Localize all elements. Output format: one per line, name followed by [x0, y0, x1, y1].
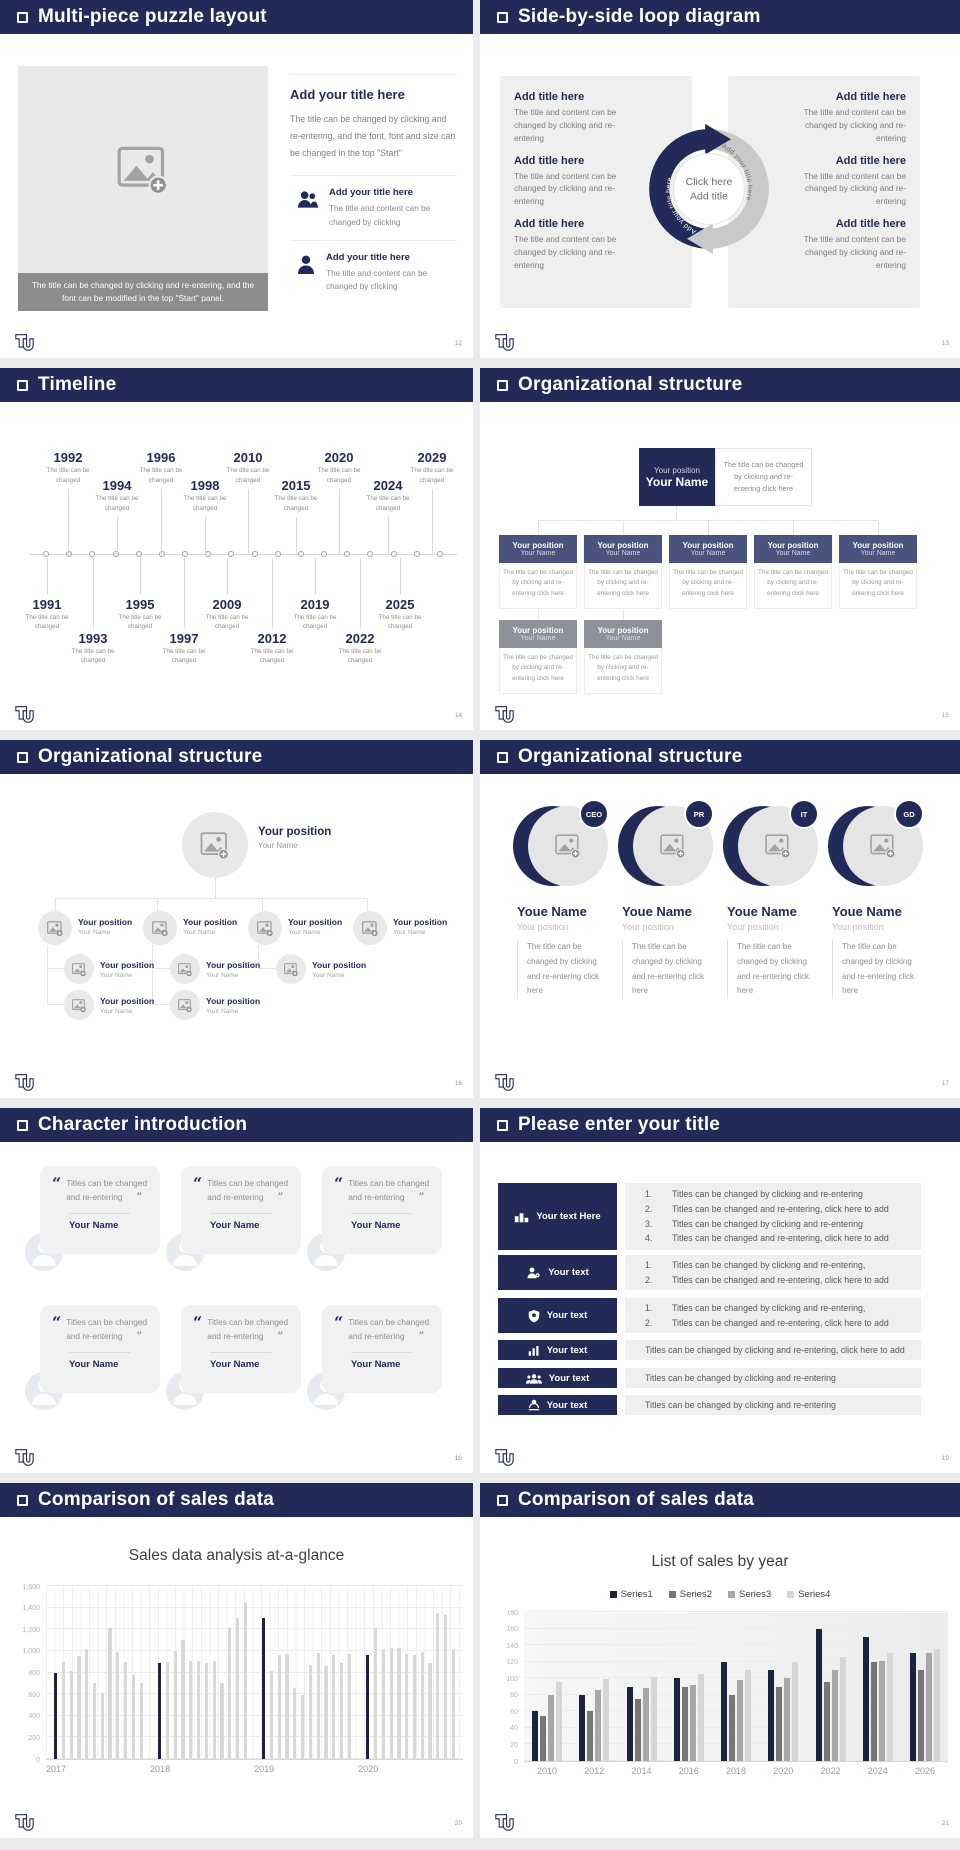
- right-column: [290, 74, 457, 304]
- org-node: [499, 535, 577, 609]
- list-text: Titles can be changed by clicking and re-entering: [672, 1188, 863, 1199]
- image-caption: The title can be changed by clicking and re-entering, and the font can be modified in the top "Start" panel.: [18, 273, 268, 311]
- slide-title: Comparison of sales data: [518, 1489, 755, 1510]
- content-row: Your text Here 1. Titles can be changed by clicking and re-entering 2. Titles can be changed and re-entering, click here to add 3. Titles can be changed by clicking and re-entering 4. Titles can be changed and re-entering, click here to add: [498, 1183, 921, 1250]
- square-bullet-icon: [17, 1495, 28, 1506]
- legend-item: Series2: [669, 1589, 712, 1600]
- list-text: Titles can be changed and re-entering, click here to add: [672, 1203, 889, 1214]
- role-badge: IT: [789, 799, 819, 829]
- node-note: The title can be changed by clicking and re-entering click here: [754, 563, 832, 609]
- page-number: 17: [941, 1080, 949, 1087]
- image-placeholder-icon: [362, 921, 378, 936]
- quote-author: Your Name: [351, 1220, 401, 1232]
- person-name: Youe Name: [727, 904, 797, 919]
- template-logo-icon: [15, 1812, 34, 1833]
- node-name: Your Name: [860, 550, 896, 557]
- panel-block: [514, 155, 640, 209]
- org-child: [38, 911, 143, 945]
- child-position: Your position: [288, 917, 343, 927]
- org-subnode: [170, 990, 276, 1020]
- item-body: The title and content can be changed by clicking: [326, 268, 428, 291]
- list-text: Titles can be changed and re-entering, click here to add: [672, 1233, 889, 1244]
- subnode-position: Your position: [312, 959, 367, 970]
- section-body: The title can be changed by clicking and re-entering, and the font, font and size can be changed in the top "Start": [290, 114, 456, 159]
- block-title: Add title here: [514, 154, 585, 167]
- root-note: The title can be changed by clicking and re-entering click here: [715, 448, 812, 506]
- child-name: Your Name: [393, 929, 426, 936]
- image-placeholder-icon: [555, 834, 581, 858]
- node-note: The title can be changed by clicking and re-entering click here: [839, 563, 917, 609]
- template-logo-icon: [495, 704, 514, 725]
- square-bullet-icon: [497, 1120, 508, 1131]
- timeline-item: 1994 The title can be changed: [89, 478, 145, 554]
- avatar-crescent: [723, 802, 819, 890]
- slide-header: [480, 1483, 960, 1517]
- quote-card: [40, 1166, 160, 1254]
- node-note: The title can be changed by clicking and re-entering click here: [499, 563, 577, 609]
- node-name: Your Name: [690, 550, 726, 557]
- block-title: Add title here: [835, 154, 906, 167]
- list-text: Titles can be changed and re-entering, click here to add: [672, 1274, 889, 1285]
- y-axis: 0 200 400 600 800 1,000 1,200 1,400 1,600: [22, 1583, 40, 1764]
- slide-title: Character introduction: [38, 1114, 248, 1135]
- list-text: Titles can be changed by clicking and re-entering,: [672, 1302, 866, 1313]
- node-name: Your Name: [605, 635, 641, 642]
- image-placeholder-icon: [200, 832, 230, 859]
- square-bullet-icon: [17, 1120, 28, 1131]
- child-position: Your position: [78, 917, 133, 927]
- template-logo-icon: [15, 704, 34, 725]
- people-columns: [513, 740, 933, 1098]
- slide-16[interactable]: [0, 740, 473, 1098]
- node-note: The title can be changed by clicking and re-entering click here: [584, 563, 662, 609]
- item-title: Add your title here: [326, 251, 410, 263]
- close-quote-icon: ”: [277, 1192, 284, 1204]
- page-number: 14: [454, 712, 462, 719]
- content-row: [498, 1340, 921, 1360]
- slide-17[interactable]: [480, 740, 960, 1098]
- arc-text-left: Add your title here: [665, 176, 698, 235]
- block-title: Add title here: [835, 91, 906, 103]
- org-level2-row: [499, 535, 917, 609]
- image-placeholder-icon: [257, 921, 273, 936]
- subnode-name: Your Name: [206, 971, 239, 979]
- page-number: 16: [454, 1080, 462, 1087]
- slide-title: Organizational structure: [38, 746, 263, 767]
- people-icon: [526, 1373, 542, 1384]
- quote-author: Your Name: [210, 1220, 260, 1232]
- center-text-line1: Click here: [685, 176, 733, 189]
- content-row: Your text 1. Titles can be changed by clicking and re-entering, 2. Titles can be changed and re-entering, click here to add: [498, 1255, 921, 1290]
- list-text: Titles can be changed by clicking and re-entering: [645, 1373, 836, 1383]
- person-note: The title can be changed by clicking and re-entering click here: [727, 940, 815, 999]
- slide-row-3: [0, 740, 960, 1098]
- chart-title: List of sales by year: [651, 1553, 789, 1570]
- timeline-item: 1997 The title can be changed: [156, 558, 212, 666]
- page-number: 18: [454, 1455, 462, 1462]
- root-name: Your Name: [645, 474, 709, 489]
- org-child: [353, 911, 458, 945]
- list-text: Titles can be changed and re-entering, click here to add: [672, 1317, 889, 1328]
- template-logo-icon: [495, 1812, 514, 1833]
- person-note: The title can be changed by clicking and re-entering click here: [622, 940, 710, 999]
- panel-block: [780, 218, 906, 272]
- image-placeholder-icon: [72, 963, 86, 976]
- slide-row-4: [0, 1108, 960, 1473]
- slide-title: Multi-piece puzzle layout: [38, 6, 267, 27]
- image-placeholder-icon: [117, 146, 169, 194]
- image-placeholder-icon: [47, 921, 63, 936]
- role-badge: PR: [684, 799, 714, 829]
- image-placeholder-icon: [178, 963, 192, 976]
- timeline-item: 1993 The title can be changed: [65, 558, 121, 666]
- list-item: [290, 240, 457, 304]
- series-bar-chart: [490, 1609, 948, 1776]
- org-sub-row: [64, 990, 276, 1020]
- open-quote-icon: “: [52, 1174, 62, 1193]
- page-number: 13: [941, 340, 949, 347]
- slide-title: Comparison of sales data: [38, 1489, 275, 1510]
- person-position: Your position: [622, 922, 674, 932]
- quote-text: Titles can be changed and re-entering: [348, 1178, 430, 1203]
- person-name: Youe Name: [517, 904, 587, 919]
- block-body: The title and content can be changed by clicking and re-entering: [514, 170, 617, 207]
- block-body: The title and content can be changed by clicking and re-entering: [803, 107, 906, 143]
- image-placeholder-icon: [765, 834, 791, 858]
- item-title: Add your title here: [329, 187, 413, 199]
- person-position: Your position: [727, 922, 779, 932]
- node-note: The title can be changed by clicking and re-entering click here: [584, 648, 662, 694]
- square-bullet-icon: [497, 752, 508, 763]
- node-note: The title can be changed by clicking and re-entering click here: [669, 563, 747, 609]
- subnode-name: Your Name: [312, 971, 345, 979]
- avatar-crescent: [618, 802, 714, 890]
- role-badge: CEO: [579, 799, 609, 829]
- quote-author: Your Name: [69, 1220, 119, 1232]
- node-position: Your position: [852, 541, 904, 550]
- block-title: Add title here: [514, 91, 585, 103]
- image-placeholder-icon: [660, 834, 686, 858]
- slide-14[interactable]: [0, 368, 473, 730]
- chart-plot: 2017 2018 2019 2020: [46, 1587, 463, 1760]
- photo-circle: [182, 812, 248, 878]
- slide-title: Timeline: [38, 374, 117, 395]
- quote-text: Titles can be changed and re-entering: [207, 1178, 289, 1203]
- panel-block: [780, 155, 906, 209]
- org-child: [248, 911, 353, 945]
- person-name: Youe Name: [832, 904, 902, 919]
- page-number: 12: [454, 340, 462, 347]
- timeline-item: 2009 The title can be changed: [199, 558, 255, 632]
- child-name: Your Name: [78, 929, 111, 936]
- arc-text-right: Add your title here: [720, 143, 753, 202]
- image-placeholder-icon: [870, 834, 896, 858]
- org-node: [669, 535, 747, 609]
- org-subnode: [64, 990, 170, 1020]
- timeline-item: 2029 The title can be changed: [404, 450, 460, 554]
- timeline-item: 2024 The title can be changed: [360, 478, 416, 554]
- node-name: Your Name: [605, 550, 641, 557]
- quote-text: Titles can be changed and re-entering: [66, 1178, 148, 1203]
- square-bullet-icon: [497, 380, 508, 391]
- slide-title: Organizational structure: [518, 374, 743, 395]
- slide-20[interactable]: [0, 1483, 473, 1838]
- slide-header: [480, 1108, 960, 1142]
- page-number: 19: [941, 1455, 949, 1462]
- slide-row-1: [0, 0, 960, 358]
- timeline-item: 1992 The title can be changed: [40, 450, 96, 554]
- slide-header: [480, 0, 960, 34]
- person-card: [618, 802, 721, 999]
- template-logo-icon: [15, 1447, 34, 1468]
- podium-icon: [514, 1211, 529, 1223]
- quote-card: [322, 1305, 442, 1393]
- org-child: [143, 911, 248, 945]
- quote-author: Your Name: [351, 1359, 401, 1371]
- image-placeholder: [18, 66, 268, 273]
- slide-title: Organizational structure: [518, 746, 743, 767]
- image-placeholder-icon: [284, 963, 298, 976]
- slide-19[interactable]: [480, 1108, 960, 1473]
- person-card: [723, 802, 826, 999]
- root-position: Your position: [654, 465, 700, 475]
- person-position: Your position: [832, 922, 884, 932]
- close-quote-icon: ”: [136, 1331, 143, 1343]
- row-label: Your text Here: [536, 1211, 601, 1222]
- root-name: Your Name: [258, 841, 298, 850]
- root-position: Your position: [258, 826, 332, 838]
- list-item: [290, 175, 457, 239]
- org-node: [754, 535, 832, 609]
- close-quote-icon: ”: [418, 1331, 425, 1343]
- subnode-position: Your position: [206, 959, 261, 970]
- org-subnode: [170, 954, 276, 984]
- page-number: 20: [454, 1820, 462, 1827]
- slide-header: [0, 1483, 473, 1517]
- block-title: Add title here: [514, 218, 585, 231]
- node-position: Your position: [512, 626, 564, 635]
- square-bullet-icon: [497, 12, 508, 23]
- slide-row-5: [0, 1483, 960, 1838]
- close-quote-icon: ”: [277, 1331, 284, 1343]
- org-sub-row: [64, 954, 382, 984]
- slide-header: [0, 0, 473, 34]
- org-node: [584, 535, 662, 609]
- quote-card: [40, 1305, 160, 1393]
- quote-card: [181, 1305, 301, 1393]
- timeline-item: 2015 The title can be changed: [268, 478, 324, 554]
- org-level3-row: [499, 620, 662, 694]
- chart-legend: [480, 1589, 960, 1600]
- square-bullet-icon: [497, 1495, 508, 1506]
- open-quote-icon: “: [52, 1313, 62, 1332]
- child-name: Your Name: [183, 929, 216, 936]
- org-subnode: [276, 954, 382, 984]
- panel-block: [514, 218, 640, 272]
- template-logo-icon: [15, 1072, 34, 1093]
- slide-header: [480, 368, 960, 402]
- org-root-label: [258, 826, 331, 850]
- loop-arrows-diagram: [642, 122, 776, 256]
- timeline-item: 1991 The title can be changed: [19, 558, 75, 632]
- open-quote-icon: “: [334, 1174, 344, 1193]
- child-position: Your position: [393, 917, 448, 927]
- content-row: Your text 1. Titles can be changed by clicking and re-entering, 2. Titles can be changed and re-entering, click here to add: [498, 1298, 921, 1333]
- chart-title: Sales data analysis at-a-glance: [128, 1547, 345, 1564]
- timeline-item: 1998 The title can be changed: [177, 478, 233, 554]
- legend-item: Series1: [610, 1589, 653, 1600]
- timeline-item: 2010 The title can be changed: [220, 450, 276, 554]
- node-position: Your position: [512, 541, 564, 550]
- slide-title: Side-by-side loop diagram: [518, 6, 761, 27]
- slide-header: [0, 740, 473, 774]
- page-number: 15: [941, 712, 949, 719]
- quote-text: Titles can be changed and re-entering: [348, 1317, 430, 1342]
- timeline-item: 1995 The title can be changed: [112, 558, 168, 632]
- quote-text: Titles can be changed and re-entering: [207, 1317, 289, 1342]
- subnode-position: Your position: [206, 995, 261, 1006]
- node-name: Your Name: [520, 635, 556, 642]
- panel-block: [780, 91, 906, 145]
- slide-21[interactable]: [480, 1483, 960, 1838]
- center-text-line2: Add title: [690, 190, 728, 203]
- slide-18[interactable]: [0, 1108, 473, 1473]
- image-placeholder-icon: [152, 921, 168, 936]
- timeline-item: 2020 The title can be changed: [311, 450, 367, 554]
- timeline-item: 2022 The title can be changed: [332, 558, 388, 666]
- child-position: Your position: [183, 917, 238, 927]
- node-name: Your Name: [520, 550, 556, 557]
- org-root-node: [639, 448, 812, 506]
- chart-plot: 2010 2012 2014 2016 2018 2020 2022 2024 2026: [524, 1613, 948, 1762]
- block-body: The title and content can be changed by clicking and re-entering: [803, 170, 906, 207]
- node-name: Your Name: [775, 550, 811, 557]
- sales-bar-chart: [12, 1583, 463, 1774]
- subnode-position: Your position: [100, 995, 155, 1006]
- subnode-name: Your Name: [206, 1007, 239, 1015]
- template-logo-icon: [495, 1072, 514, 1093]
- slide-15[interactable]: [480, 368, 960, 730]
- timeline-item: 2012 The title can be changed: [244, 558, 300, 666]
- slide-12[interactable]: [0, 0, 473, 358]
- org-node: [499, 620, 577, 694]
- item-body: The title and content can be changed by clicking: [329, 204, 431, 227]
- quote-author: Your Name: [210, 1359, 260, 1371]
- person-position: Your position: [517, 922, 569, 932]
- template-logo-icon: [495, 332, 514, 353]
- list-text: Titles can be changed by clicking and re-entering: [672, 1218, 863, 1229]
- node-position: Your position: [597, 626, 649, 635]
- slide-13[interactable]: [480, 0, 960, 358]
- open-quote-icon: “: [193, 1174, 203, 1193]
- person-note: The title can be changed by clicking and re-entering click here: [517, 940, 605, 999]
- shield-icon: [528, 1309, 540, 1323]
- role-badge: GD: [894, 799, 924, 829]
- person-name: Youe Name: [622, 904, 692, 919]
- subnode-name: Your Name: [100, 1007, 133, 1015]
- bar-chart-icon: [528, 1345, 540, 1356]
- quote-author: Your Name: [69, 1359, 119, 1371]
- close-quote-icon: ”: [418, 1192, 425, 1204]
- section-title: Add your title here: [290, 74, 457, 102]
- row-label: Your text: [546, 1344, 588, 1356]
- block-body: The title and content can be changed by clicking and re-entering: [514, 107, 617, 143]
- square-bullet-icon: [17, 380, 28, 391]
- block-body: The title and content can be changed by clicking and re-entering: [803, 234, 906, 270]
- person-icon: [296, 255, 316, 275]
- y-axis: 0 20 40 60 80 100 120 140 160 180: [506, 1609, 518, 1766]
- square-bullet-icon: [17, 752, 28, 763]
- row-label: Your text: [548, 1267, 589, 1278]
- child-name: Your Name: [288, 929, 321, 936]
- panel-block: [514, 91, 640, 145]
- row-label: Your text: [546, 1399, 588, 1411]
- node-position: Your position: [597, 541, 649, 550]
- org-subnode: [64, 954, 170, 984]
- timeline-item: 1996 The title can be changed: [133, 450, 189, 554]
- avatar-crescent: [513, 802, 609, 890]
- square-bullet-icon: [17, 12, 28, 23]
- content-row: [498, 1395, 921, 1415]
- quote-card: [322, 1166, 442, 1254]
- legend-item: Series4: [787, 1589, 830, 1600]
- close-quote-icon: ”: [136, 1192, 143, 1204]
- node-position: Your position: [767, 541, 819, 550]
- person-card: [828, 802, 931, 999]
- org-children-row: [38, 911, 458, 945]
- legend-item: Series3: [728, 1589, 771, 1600]
- slide-title: Please enter your title: [518, 1114, 721, 1135]
- person-card: [513, 802, 616, 999]
- block-body: The title and content can be changed by clicking and re-entering: [514, 234, 617, 270]
- template-logo-icon: [15, 332, 34, 353]
- content-row: [498, 1368, 921, 1388]
- node-note: The title can be changed by clicking and re-entering click here: [499, 648, 577, 694]
- subnode-name: Your Name: [100, 971, 133, 979]
- template-logo-icon: [495, 1447, 514, 1468]
- org-node: [584, 620, 662, 694]
- open-quote-icon: “: [334, 1313, 344, 1332]
- page-number: 21: [941, 1820, 949, 1827]
- org-node: [839, 535, 917, 609]
- slide-row-2: [0, 368, 960, 730]
- node-position: Your position: [682, 541, 734, 550]
- avatar-crescent: [828, 802, 924, 890]
- people-icon: [296, 190, 319, 210]
- row-label: Your text: [546, 1310, 588, 1321]
- user-gear-icon: [526, 1267, 541, 1279]
- list-text: Titles can be changed by clicking and re-entering: [645, 1400, 836, 1410]
- list-text: Titles can be changed by clicking and re-entering, click here to add: [645, 1345, 905, 1355]
- timeline-item: 2025 The title can be changed: [372, 558, 428, 632]
- block-title: Add title here: [835, 218, 906, 231]
- image-placeholder-icon: [72, 999, 86, 1012]
- quote-card: [181, 1166, 301, 1254]
- open-quote-icon: “: [193, 1313, 203, 1332]
- row-label: Your text: [548, 1372, 590, 1384]
- list-text: Titles can be changed by clicking and re-entering,: [672, 1259, 866, 1270]
- timeline-item: 2019 The title can be changed: [287, 558, 343, 632]
- slide-header: [0, 1108, 473, 1142]
- subnode-position: Your position: [100, 959, 155, 970]
- person-note: The title can be changed by clicking and re-entering click here: [832, 940, 920, 999]
- image-placeholder-icon: [178, 999, 192, 1012]
- slide-header: [0, 368, 473, 402]
- quote-text: Titles can be changed and re-entering: [66, 1317, 148, 1342]
- service-person-icon: [528, 1399, 540, 1411]
